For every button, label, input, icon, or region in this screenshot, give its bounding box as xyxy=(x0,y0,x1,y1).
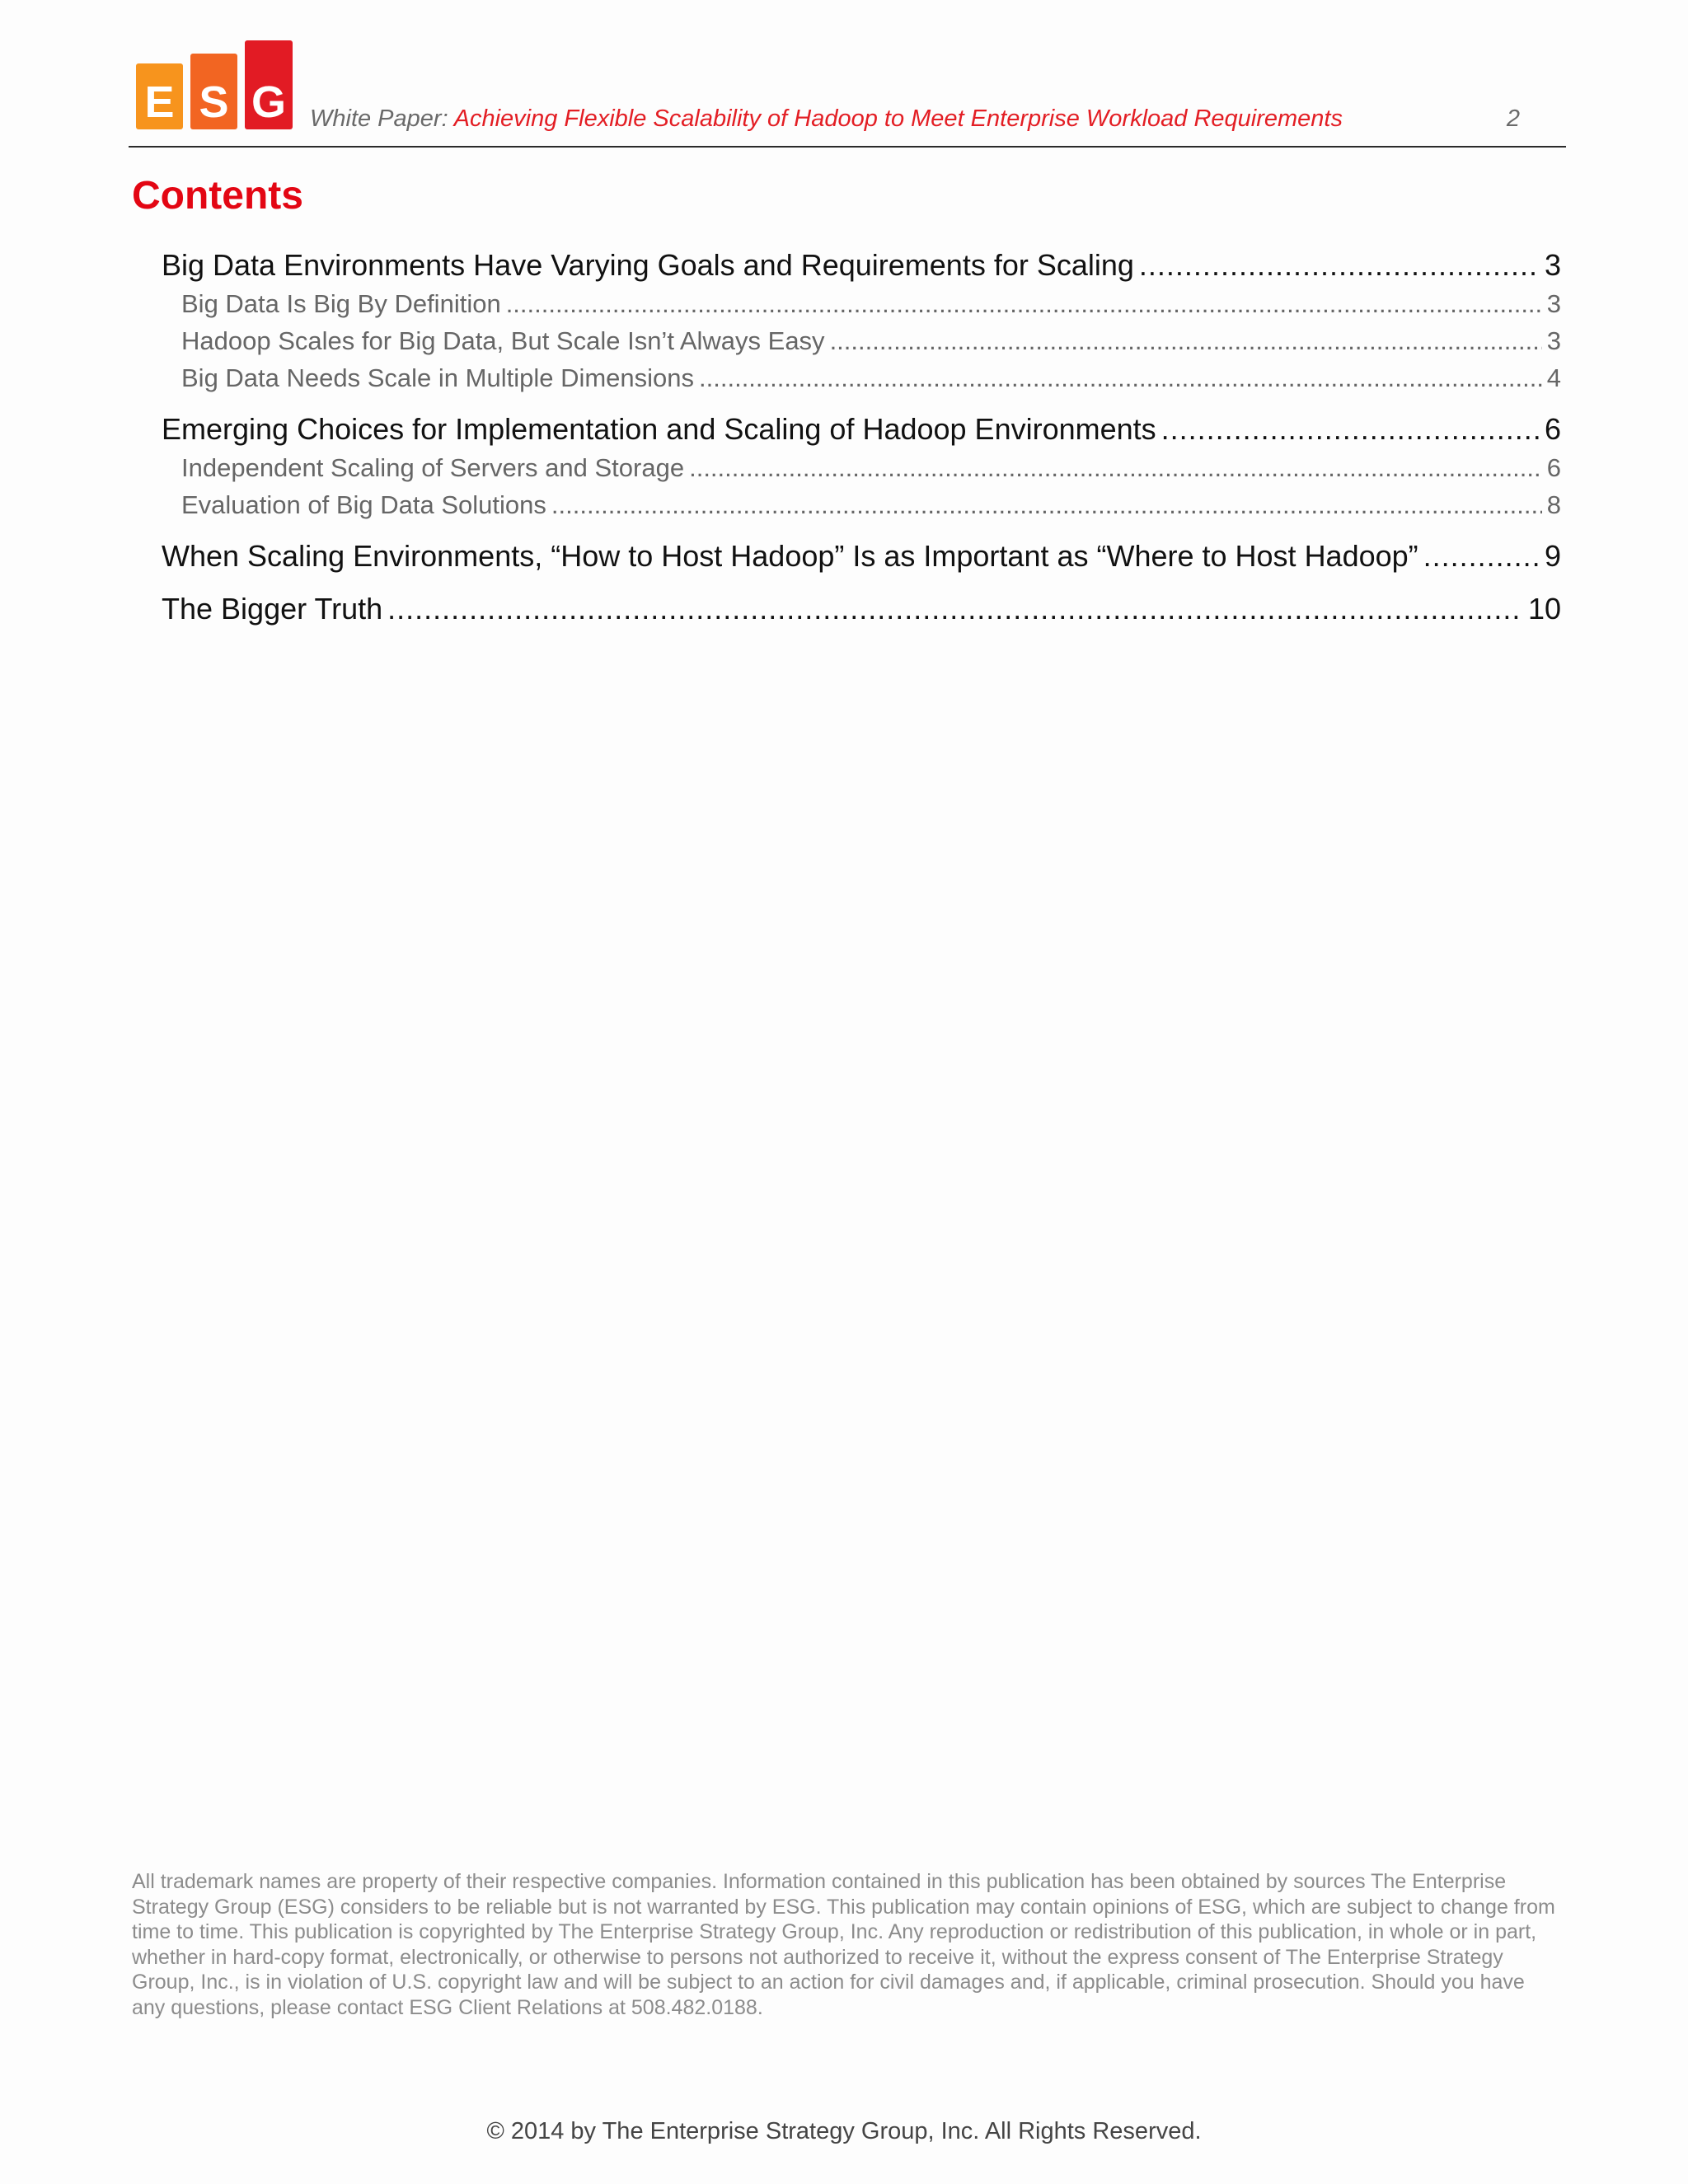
contents-heading: Contents xyxy=(132,174,303,218)
toc-entry-big-data-environments[interactable] xyxy=(162,247,1561,284)
toc-dot-leader xyxy=(551,489,1542,522)
header-title: Achieving Flexible Scalability of Hadoop to Meet Enterprise Workload Requirements xyxy=(453,105,1343,132)
toc-entry-label: Emerging Choices for Implementation and Scaling of Hadoop Environments xyxy=(162,412,1156,446)
toc-entry-label: Big Data Environments Have Varying Goals and Requirements for Scaling xyxy=(162,248,1134,282)
toc-entry-page: 8 xyxy=(1546,490,1561,519)
running-header xyxy=(310,105,1343,133)
toc-entry-page: 3 xyxy=(1546,289,1561,318)
toc-entry-label: The Bigger Truth xyxy=(162,592,383,626)
toc-entry-page: 10 xyxy=(1527,592,1561,626)
esg-logo xyxy=(136,40,293,129)
toc-dot-leader xyxy=(830,325,1542,358)
toc-dot-leader xyxy=(1139,247,1540,284)
toc-dot-leader xyxy=(699,362,1542,395)
toc-entry-evaluation[interactable] xyxy=(181,489,1561,522)
toc-entry-page: 6 xyxy=(1544,412,1561,446)
toc-dot-leader xyxy=(506,288,1542,321)
toc-entry-big-data-is-big[interactable] xyxy=(181,288,1561,321)
toc-entry-label: When Scaling Environments, “How to Host Hadoop” Is as Important as “Where to Host Hadoop” xyxy=(162,539,1418,573)
legal-disclaimer: All trademark names are property of their respective companies. Information contained in this publication has been obtained by sources The Enterprise Strategy Group (ESG) considers to be reliable but is not warranted by ESG. This publication may contain opinions of ESG, which are subject to change from time to time. This publication is copyrighted by The Enterprise Strategy Group, Inc. Any reproduction or redistribution of this publication, in whole or in part, whether in hard-copy format, electronically, or otherwise to persons not authorized to receive it, without the express consent of The Enterprise Strategy Group, Inc., is in violation of U.S. copyright law and will be subject to an action for civil damages and, if applicable, criminal prosecution. Should you have any questions, please contact ESG Client Relations at 508.482.0188. xyxy=(132,1870,1555,2019)
toc-entry-page: 3 xyxy=(1544,248,1561,282)
svg-text:E: E xyxy=(144,77,175,127)
toc-entry-hadoop-scales[interactable] xyxy=(181,325,1561,358)
header-prefix: White Paper: xyxy=(310,105,448,132)
toc-entry-multiple-dimensions[interactable] xyxy=(181,362,1561,395)
toc-entry-when-scaling[interactable] xyxy=(162,538,1561,574)
toc-entry-page: 4 xyxy=(1546,363,1561,392)
toc-entry-label: Big Data Needs Scale in Multiple Dimensions xyxy=(181,363,695,392)
copyright-notice: © 2014 by The Enterprise Strategy Group, Inc. All Rights Reserved. xyxy=(486,2118,1202,2144)
toc-entry-label: Hadoop Scales for Big Data, But Scale Isn’t Always Easy xyxy=(181,326,825,355)
toc-dot-leader xyxy=(1161,411,1540,448)
toc-entry-label: Independent Scaling of Servers and Storage xyxy=(181,453,685,482)
header-divider xyxy=(129,146,1566,148)
toc-entry-page: 3 xyxy=(1546,326,1561,355)
toc-entry-independent-scaling[interactable] xyxy=(181,452,1561,485)
toc-entry-label: Evaluation of Big Data Solutions xyxy=(181,490,546,519)
svg-text:G: G xyxy=(251,77,287,127)
svg-text:S: S xyxy=(199,77,229,127)
page-number: 2 xyxy=(1506,105,1520,132)
toc-entry-emerging-choices[interactable] xyxy=(162,411,1561,448)
toc-dot-leader xyxy=(689,452,1542,485)
toc-dot-leader xyxy=(1423,538,1540,574)
toc-entry-bigger-truth[interactable] xyxy=(162,591,1561,627)
table-of-contents xyxy=(162,247,1561,627)
toc-entry-page: 6 xyxy=(1546,453,1561,482)
toc-entry-page: 9 xyxy=(1544,539,1561,573)
toc-dot-leader xyxy=(387,591,1523,627)
toc-entry-label: Big Data Is Big By Definition xyxy=(181,289,501,318)
